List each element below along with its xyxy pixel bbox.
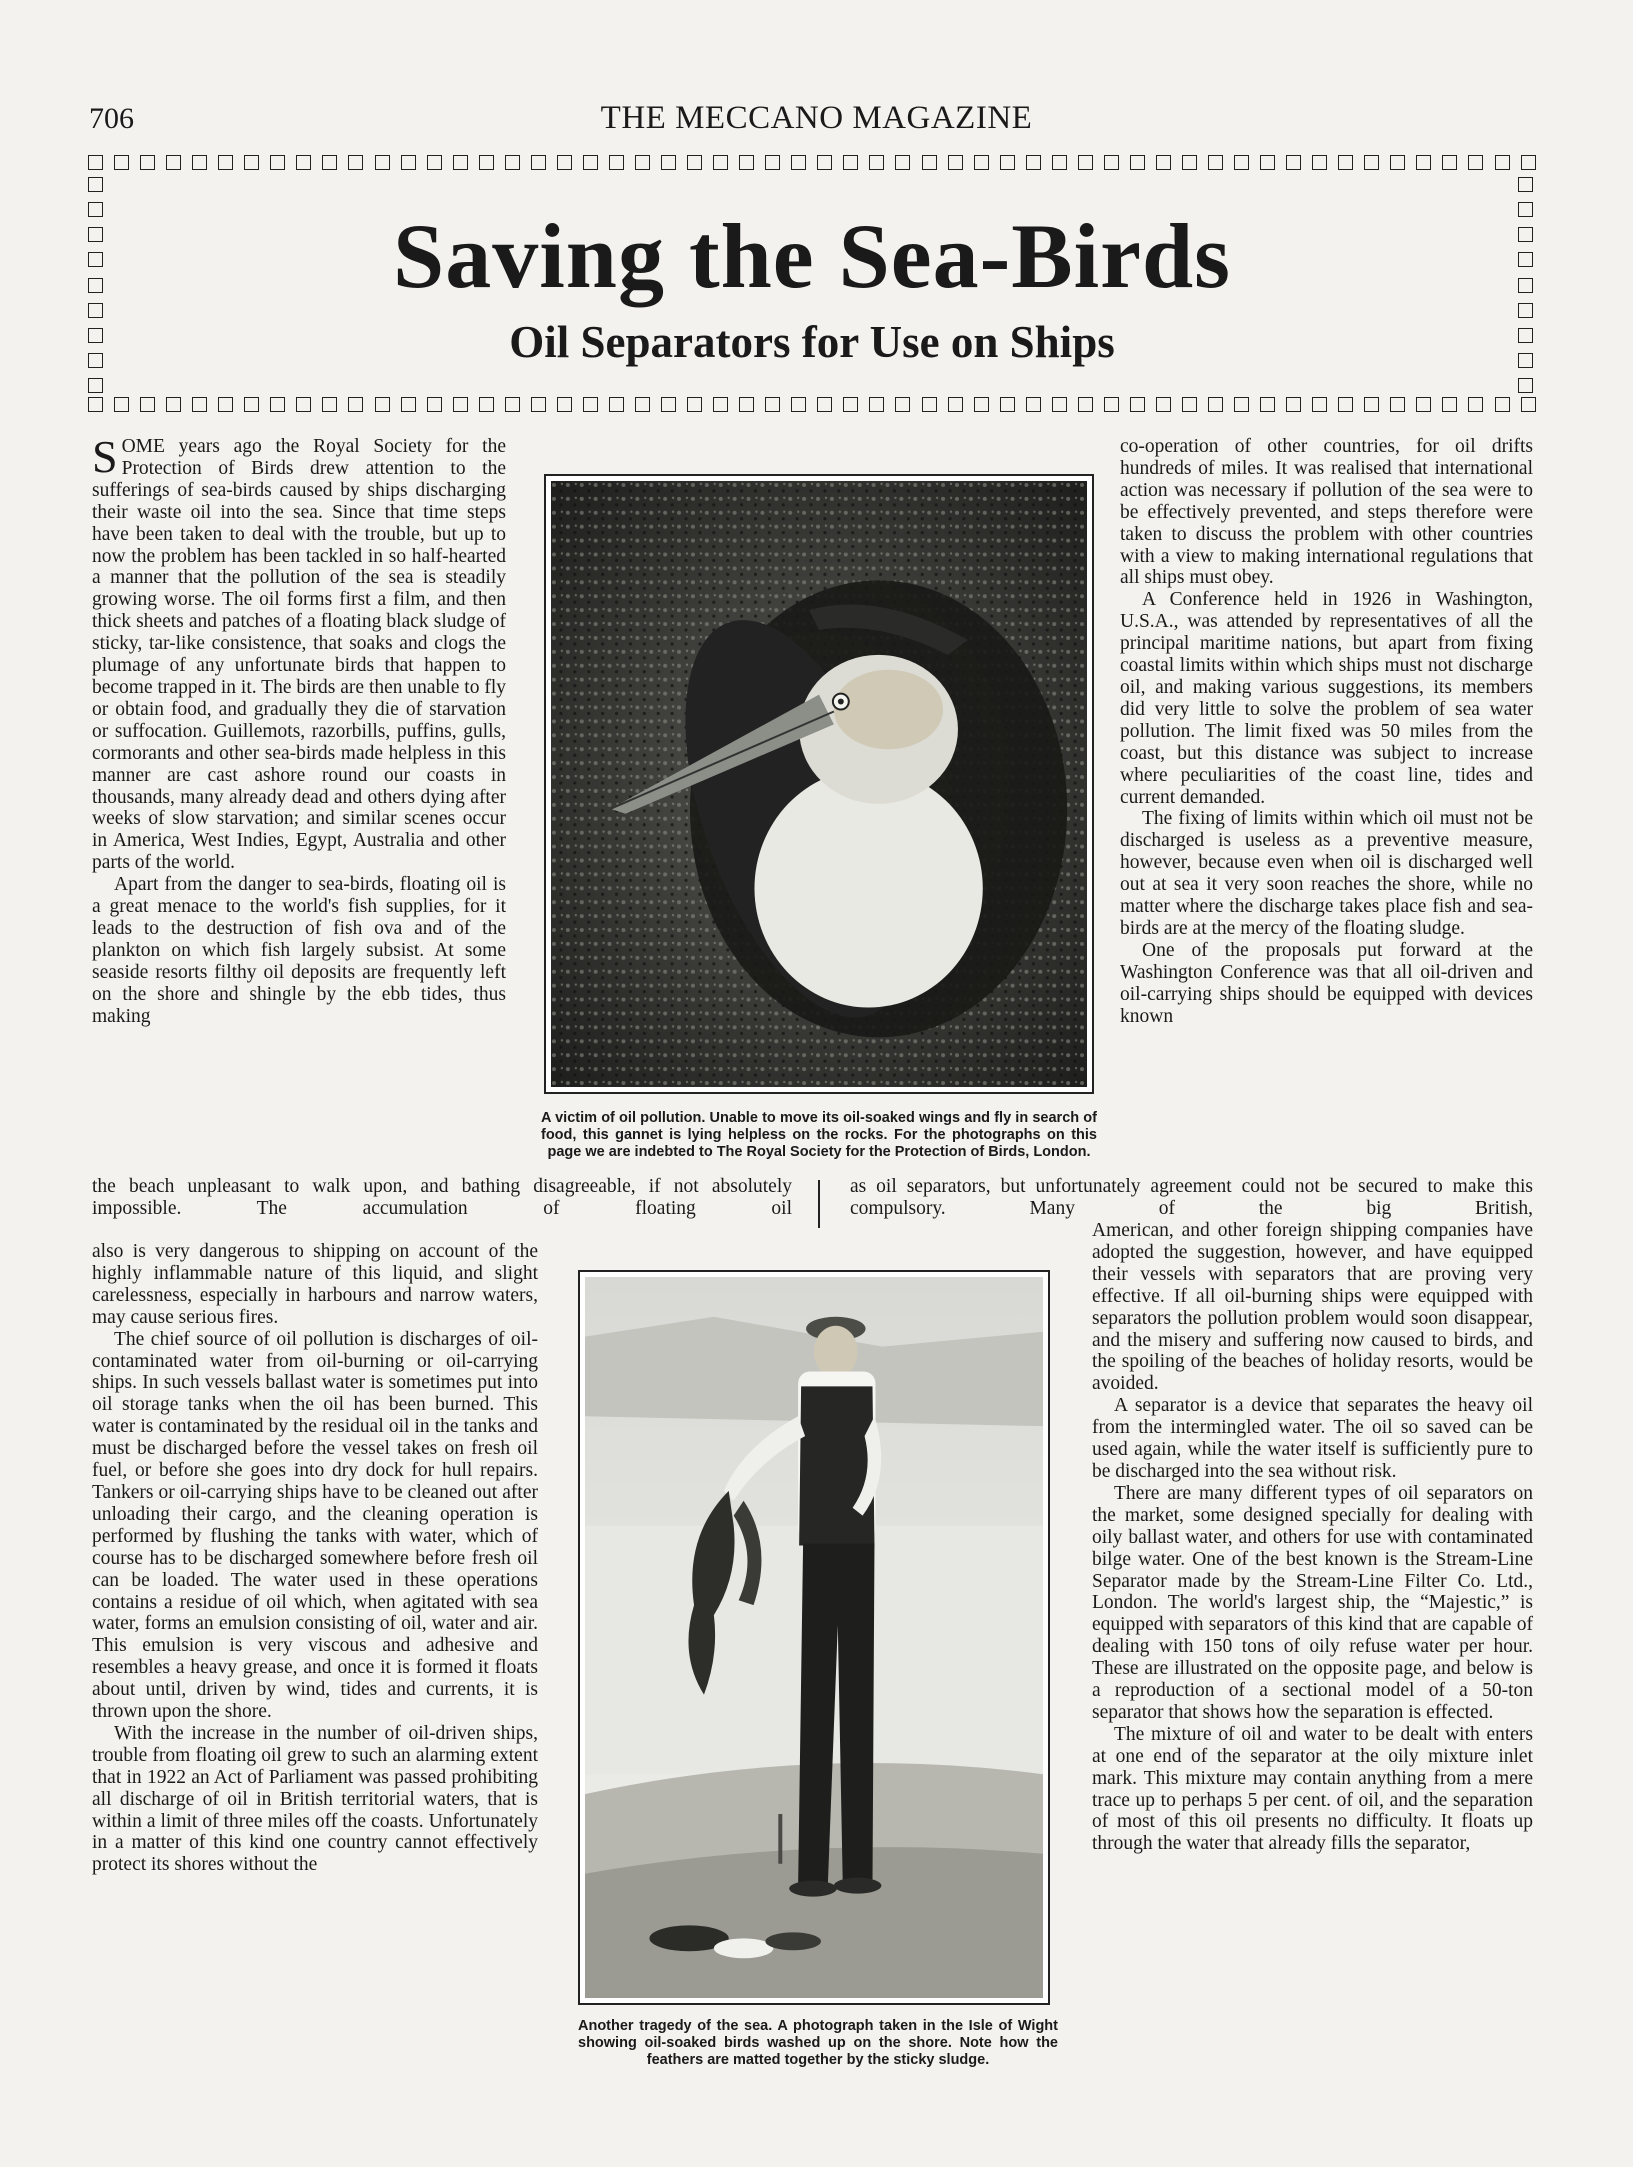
border-square (1000, 155, 1015, 170)
border-square (218, 155, 233, 170)
border-square (557, 155, 572, 170)
border-square (687, 155, 702, 170)
paragraph: A separator is a device that separates the heavy oil from the intermingled water. The oil so saved can be used again, while the water itself is sufficiently pure to be discharged into the sea without risk. (1092, 1395, 1533, 1482)
border-square (1130, 397, 1145, 412)
border-square (479, 155, 494, 170)
article-subtitle: Oil Separators for Use on Ships (509, 317, 1115, 367)
border-square (531, 155, 546, 170)
border-square (557, 397, 572, 412)
border-square (635, 155, 650, 170)
article-title: Saving the Sea-Birds (393, 205, 1231, 307)
border-square (1130, 155, 1145, 170)
border-square (1104, 397, 1119, 412)
border-square (1364, 397, 1379, 412)
border-square (375, 397, 390, 412)
right-column-bottom (1092, 1220, 1533, 1855)
shore-photo-caption: Another tragedy of the sea. A photograph taken in the Isle of Wight showing oil-soaked birds washed up on the shore. Note how the feathers are matted together by the sticky sludge. (578, 2018, 1058, 2068)
border-square (1078, 155, 1093, 170)
border-square (375, 155, 390, 170)
border-square (296, 155, 311, 170)
border-square (88, 397, 103, 412)
border-square (1260, 397, 1275, 412)
border-square (140, 397, 155, 412)
border-square (739, 397, 754, 412)
border-square (88, 177, 103, 192)
border-square (348, 397, 363, 412)
border-square (140, 155, 155, 170)
border-square (505, 155, 520, 170)
border-square (1234, 397, 1249, 412)
border-square (791, 397, 806, 412)
border-square (1182, 397, 1197, 412)
border-square (1052, 397, 1067, 412)
column-rule (818, 1180, 820, 1228)
gannet-image (551, 481, 1087, 1087)
border-square (166, 155, 181, 170)
border-square (1495, 155, 1510, 170)
border-square (843, 155, 858, 170)
border-square (1000, 397, 1015, 412)
border-square (1078, 397, 1093, 412)
paragraph: Apart from the danger to sea-birds, floating oil is a great menace to the world's fish supplies, for it leads to the destruction of fish ova and of the plankton on which fish largely subsist. At some seaside resorts filthy oil deposits are frequently left on the shore and shingle by the ebb tides, thus making (92, 874, 506, 1027)
paragraph: American, and other foreign shipping companies have adopted the suggestion, however, and have equipped their vessels with separators that are proving very effective. If all oil-burning ships were equipped with separators the pollution problem would soon disappear, and the misery and suffering now caused to birds, and the spoiling of the beaches of holiday resorts, would be avoided. (1092, 1220, 1533, 1395)
border-square (1156, 155, 1171, 170)
border-square (427, 397, 442, 412)
border-square (88, 378, 103, 393)
border-square (322, 397, 337, 412)
border-square (713, 155, 728, 170)
border-square (1518, 303, 1533, 318)
border-square (713, 397, 728, 412)
border-square (192, 155, 207, 170)
border-square (531, 397, 546, 412)
border-square (1338, 397, 1353, 412)
border-square (453, 155, 468, 170)
border-square (1286, 155, 1301, 170)
border-square (322, 155, 337, 170)
border-square (401, 155, 416, 170)
border-square (765, 155, 780, 170)
border-square (843, 397, 858, 412)
border-square (166, 397, 181, 412)
border-square (88, 155, 103, 170)
border-square (1468, 155, 1483, 170)
border-square (739, 155, 754, 170)
border-square (1338, 155, 1353, 170)
border-square (1312, 397, 1327, 412)
border-square (687, 397, 702, 412)
border-square (609, 397, 624, 412)
border-square (661, 155, 676, 170)
border-square (1442, 155, 1457, 170)
border-square (1026, 155, 1041, 170)
border-square (791, 155, 806, 170)
drop-cap: S (92, 431, 118, 482)
border-square (1416, 397, 1431, 412)
border-square (88, 303, 103, 318)
border-square (1312, 155, 1327, 170)
border-square (948, 397, 963, 412)
gannet-photo (544, 474, 1094, 1094)
border-square (1521, 155, 1536, 170)
border-square (505, 397, 520, 412)
border-square (1518, 378, 1533, 393)
decorative-border-top (88, 155, 1536, 173)
border-square (1495, 397, 1510, 412)
paragraph: co-operation of other countries, for oil drifts hundreds of miles. It was realised that international action was necessary if pollution of the sea were to be effectively prevented, and steps therefore were taken to discuss the problem with other countries with a view to making international regulations that all ships must obey. (1120, 436, 1533, 589)
border-square (1364, 155, 1379, 170)
border-square (270, 397, 285, 412)
border-square (817, 155, 832, 170)
border-square (1521, 397, 1536, 412)
border-square (635, 397, 650, 412)
border-square (609, 155, 624, 170)
paragraph: With the increase in the number of oil-driven ships, trouble from floating oil grew to such an alarming extent that in 1922 an Act of Parliament was passed prohibiting all discharge of oil in British territorial waters, that is within a limit of three miles off the coasts. Unfortunately in a matter of this kind one country cannot effectively protect its shores without the (92, 1722, 538, 1876)
border-square (244, 155, 259, 170)
paragraph: One of the proposals put forward at the Washington Conference was that all oil-driven and oil-carrying ships should be equipped with devices known (1120, 939, 1533, 1027)
page-number: 706 (89, 102, 134, 135)
border-square (1260, 155, 1275, 170)
paragraph: also is very dangerous to shipping on account of the highly inflammable nature of this liquid, and slight carelessness, especially in harbours and narrow waters, may cause serious fires. (92, 1241, 538, 1328)
border-square (869, 155, 884, 170)
border-square (1208, 397, 1223, 412)
border-square (765, 397, 780, 412)
paragraph: There are many different types of oil separators on the market, some designed specially for dealing with oily ballast water, and others for use with contaminated bilge water. One of the best known is the Stream-Line Separator made by the Stream-Line Filter Co. Ltd., London. The world's largest ship, the “Majestic,” is equipped with separators of this kind that are capable of dealing with 150 tons of oily refuse water per hour. These are illustrated on the opposite page, and below is a reproduction of a sectional model of a 50-ton separator that shows how the separation is effected. (1092, 1482, 1533, 1723)
border-square (1234, 155, 1249, 170)
spanning-text-left: the beach unpleasant to walk upon, and bathing disagreeable, if not absolutely impossible. The accumulation of floating oil (92, 1176, 792, 1219)
shore-image (585, 1277, 1043, 1998)
border-square (583, 155, 598, 170)
border-square (114, 155, 129, 170)
right-column-top (1120, 436, 1533, 1027)
paragraph: SOME years ago the Royal Society for the Protection of Birds drew attention to the sufferings of sea-birds caused by ships discharging their waste oil into the sea. Since that time steps have been taken to deal with the trouble, but up to now the problem has been tackled in so half-hearted a manner that the pollution of the sea is steadily growing worse. The oil forms first a film, and then thick sheets and patches of a floating black sludge of sticky, tar-like consistence, that soaks and clogs the plumage of any unfortunate birds that happen to become trapped in it. The birds are then unable to fly or obtain food, and gradually they die of starvation or suffocation. Guillemots, razorbills, puffins, gulls, cormorants and other sea-birds made helpless in this manner are cast ashore round our coasts in thousands, many already dead and others dying after weeks of slow starvation; and similar scenes occur in America, West Indies, Egypt, Australia and other parts of the world. (92, 431, 506, 874)
border-square (427, 155, 442, 170)
title-frame (88, 155, 1536, 415)
border-square (922, 155, 937, 170)
border-square (1286, 397, 1301, 412)
left-column-bottom (92, 1241, 538, 1876)
border-square (1208, 155, 1223, 170)
border-square (348, 155, 363, 170)
paragraph: A Conference held in 1926 in Washington, U.S.A., was attended by representatives of all the principal maritime nations, but apart from fixing coastal limits within which ships must not discharge oil, and making various suggestions, its members did very little to solve the problem of sea water pollution. The limit fixed was 50 miles from the coast, but this distance was subject to increase where peculiarities of the coast line, tides and current demanded. (1120, 589, 1533, 808)
paragraph: The fixing of limits within which oil must not be discharged is useless as a preventive measure, however, because even when oil is discharged well out at sea it very soon reaches the shore, while no matter where the discharge takes place fish and sea-birds are at the mercy of the floating sludge. (1120, 808, 1533, 939)
running-head: THE MECCANO MAGAZINE (600, 100, 1033, 136)
spanning-text-right: as oil separators, but unfortunately agreement could not be secured to make this compulsory. Many of the big British, (850, 1176, 1533, 1219)
border-square (1442, 397, 1457, 412)
decorative-border-bottom (88, 397, 1536, 415)
border-square (948, 155, 963, 170)
border-square (192, 397, 207, 412)
shore-photo (578, 1270, 1050, 2005)
border-square (869, 397, 884, 412)
border-square (974, 155, 989, 170)
border-square (479, 397, 494, 412)
border-square (583, 397, 598, 412)
border-square (114, 397, 129, 412)
border-square (1390, 155, 1405, 170)
paragraph: The chief source of oil pollution is discharges of oil-contaminated water from oil-burning or oil-carrying ships. In such vessels ballast water is sometimes put into oil storage tanks when the oil has been burned. This water is contaminated by the residual oil in the tanks and must be discharged before the vessel takes on fresh oil fuel, or before she goes into dry dock for hull repairs. Tankers or oil-carrying ships have to be cleaned out after unloading their cargo, and the cleaning operation is performed by flushing the tanks with water, which of course has to be discharged somewhere before fresh oil can be loaded. The water used in these operations contains a residue of oil which, when agitated with sea water, forms an emulsion consisting of oil, water and air. This emulsion is very viscous and adhesive and resembles a heavy grease, and once it is formed it floats about until, driven by wind, tides and currents, it is thrown upon the shore. (92, 1328, 538, 1723)
border-square (218, 397, 233, 412)
border-square (1026, 397, 1041, 412)
border-square (1104, 155, 1119, 170)
paragraph: The mixture of oil and water to be dealt with enters at one end of the separator at the oily mixture inlet mark. This mixture may contain anything from a mere trace up to perhaps 5 per cent. of oil, and the separation of most of this oil presents no difficulty. It floats up through the water that already fills the separator, (1092, 1723, 1533, 1855)
border-square (1052, 155, 1067, 170)
border-square (1518, 177, 1533, 192)
border-square (661, 397, 676, 412)
border-square (974, 397, 989, 412)
border-square (270, 155, 285, 170)
border-square (817, 397, 832, 412)
border-square (244, 397, 259, 412)
border-square (895, 155, 910, 170)
border-square (1182, 155, 1197, 170)
border-square (401, 397, 416, 412)
border-square (1156, 397, 1171, 412)
border-square (296, 397, 311, 412)
border-square (1468, 397, 1483, 412)
border-square (1390, 397, 1405, 412)
gannet-photo-caption: A victim of oil pollution. Unable to move its oil-soaked wings and fly in search of food, this gannet is lying helpless on the rocks. For the photographs on this page we are indebted to The Royal Society for the Protection of Birds, London. (541, 1110, 1097, 1160)
border-square (922, 397, 937, 412)
border-square (1416, 155, 1431, 170)
border-square (453, 397, 468, 412)
border-square (895, 397, 910, 412)
left-column-top (92, 431, 506, 1027)
